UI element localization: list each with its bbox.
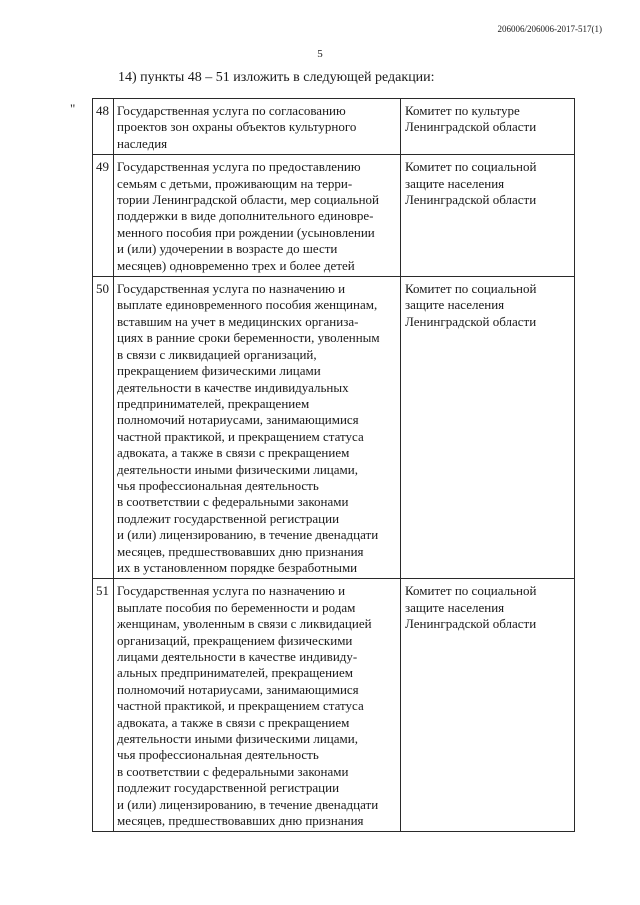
service-text-line: организаций, прекращением физическими <box>117 632 353 648</box>
table-row <box>93 277 575 579</box>
authority-text-line: защите населения <box>405 599 505 615</box>
service-text-line: циях в ранние сроки беременности, уволенным <box>117 330 380 346</box>
service-text-line: альных предпринимателей, прекращением <box>117 665 353 681</box>
service-text-line: Государственная услуга по предоставлению <box>117 159 361 175</box>
table-row <box>93 579 575 832</box>
service-description <box>114 99 401 155</box>
service-text-line: адвоката, а также в связи с прекращением <box>117 714 350 730</box>
responsible-authority <box>401 277 575 579</box>
service-description <box>114 155 401 277</box>
service-text-line: семьям с детьми, проживающим на терри- <box>117 175 353 191</box>
amendment-intro: 14) пункты 48 – 51 изложить в следующей редакции: <box>118 70 435 85</box>
row-number: 50 <box>93 277 114 579</box>
table-row <box>93 99 575 155</box>
service-text-line: лицами деятельности в качестве индивиду- <box>117 649 358 664</box>
service-text-line: месяцев, предшествовавших дню признания <box>117 813 364 829</box>
authority-text-line: Ленинградской области <box>405 313 537 329</box>
authority-text-line: Комитет по социальной <box>405 583 537 599</box>
service-text-line: адвоката, а также в связи с прекращением <box>117 445 350 461</box>
services-table-body <box>93 99 575 832</box>
opening-quote-mark: " <box>70 101 76 116</box>
authority-text-line: Ленинградской области <box>405 192 537 208</box>
service-text-line: наследия <box>117 135 168 151</box>
service-text-line: Государственная услуга по назначению и <box>117 583 346 599</box>
service-text-line: подлежит государственной регистрации <box>117 780 340 796</box>
service-text-line: прекращением физическими лицами <box>117 363 321 379</box>
service-text-line: и (или) удочерении в возрасте до шести <box>117 241 338 257</box>
service-description <box>114 579 401 832</box>
services-table <box>92 98 575 832</box>
service-text-line: и (или) лицензированию, в течение двенадцати <box>117 796 379 812</box>
service-text-line: в соответствии с федеральными законами <box>117 763 349 779</box>
service-text-line: их в установленном порядке безработными <box>117 559 358 575</box>
service-text-line: выплате единовременного пособия женщинам, <box>117 297 378 313</box>
service-text-line: тории Ленинградской области, мер социальной <box>117 192 379 208</box>
service-text-line: деятельности иными физическими лицами, <box>117 461 358 477</box>
document-id: 206006/206006-2017-517(1) <box>497 24 602 34</box>
service-text-line: предпринимателей, прекращением <box>117 395 310 411</box>
service-text-line: вставшим на учет в медицинских организа- <box>117 313 359 329</box>
service-text-line: женщинам, уволенным в связи с ликвидацией <box>117 616 372 632</box>
authority-text-line: Комитет по культуре <box>405 103 520 118</box>
service-description <box>114 277 401 579</box>
service-text-line: в связи с ликвидацией организаций, <box>117 346 317 362</box>
service-text-line: чья профессиональная деятельность <box>117 747 319 763</box>
responsible-authority <box>401 579 575 832</box>
row-number: 49 <box>93 155 114 277</box>
service-text-line: Государственная услуга по назначению и <box>117 281 346 297</box>
service-text-line: выплате пособия по беременности и родам <box>117 599 356 615</box>
responsible-authority <box>401 99 575 155</box>
row-number: 48 <box>93 99 114 155</box>
service-text-line: полномочий нотариусами, занимающимися <box>117 681 359 697</box>
service-text-line: частной практикой, и прекращением статуса <box>117 428 364 444</box>
service-text-line: частной практикой, и прекращением статуса <box>117 698 364 714</box>
authority-text-line: защите населения <box>405 297 505 313</box>
page-number: 5 <box>317 48 323 60</box>
authority-text-line: Комитет по социальной <box>405 281 537 297</box>
service-text-line: месяцев) одновременно трех и более детей <box>117 257 355 273</box>
service-text-line: месяцев, предшествовавших дню признания <box>117 543 364 559</box>
service-text-line: полномочий нотариусами, занимающимися <box>117 412 359 428</box>
service-text-line: подлежит государственной регистрации <box>117 510 340 526</box>
authority-text-line: Комитет по социальной <box>405 159 537 175</box>
authority-text-line: Ленинградской области <box>405 616 537 632</box>
row-number: 51 <box>93 579 114 832</box>
service-text-line: и (или) лицензированию, в течение двенадцати <box>117 527 379 543</box>
authority-text-line: Ленинградской области <box>405 119 537 135</box>
table-row <box>93 155 575 277</box>
service-text-line: деятельности в качестве индивидуальных <box>117 379 349 395</box>
service-text-line: проектов зон охраны объектов культурного <box>117 119 357 135</box>
service-text-line: в соответствии с федеральными законами <box>117 494 349 510</box>
service-text-line: менного пособия при рождении (усыновлении <box>117 224 375 240</box>
responsible-authority <box>401 155 575 277</box>
service-text-line: чья профессиональная деятельность <box>117 477 319 493</box>
service-text-line: Государственная услуга по согласованию <box>117 103 346 118</box>
authority-text-line: защите населения <box>405 175 505 191</box>
service-text-line: поддержки в виде дополнительного единовре- <box>117 208 374 224</box>
service-text-line: деятельности иными физическими лицами, <box>117 731 358 747</box>
